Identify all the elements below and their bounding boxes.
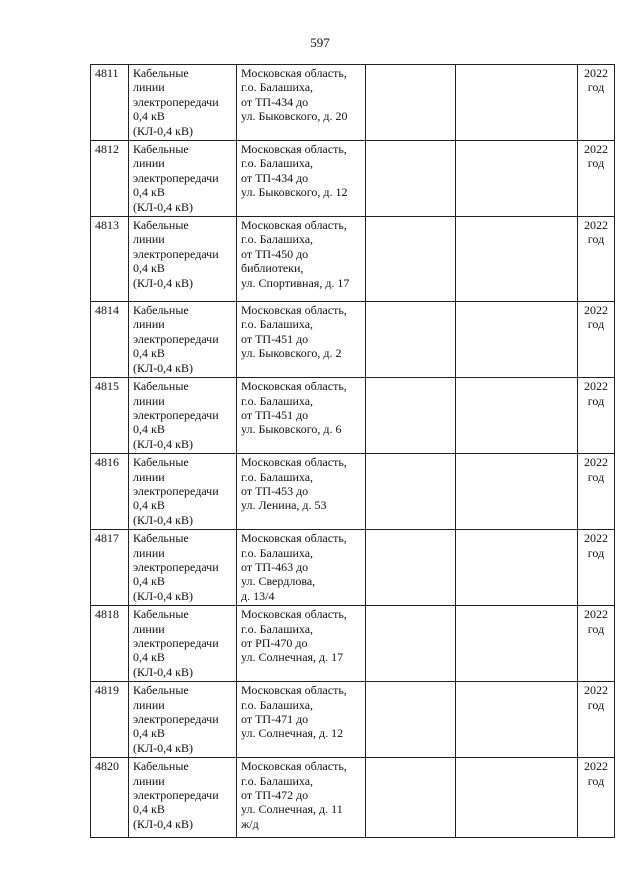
address-cell: Московская область, г.о. Балашиха, от ТП-472 до ул. Солнечная, д. 11 ж/д [237, 758, 366, 838]
object-name-cell: Кабельные линии электропередачи 0,4 кВ (КЛ-0,4 кВ) [129, 302, 237, 378]
year-cell: 2022 год [578, 141, 615, 217]
year-cell: 2022 год [578, 378, 615, 454]
empty-cell [456, 217, 578, 302]
year-cell: 2022 год [578, 65, 615, 141]
object-name-cell: Кабельные линии электропередачи 0,4 кВ (КЛ-0,4 кВ) [129, 454, 237, 530]
empty-cell [366, 606, 456, 682]
empty-cell [456, 378, 578, 454]
row-number-cell: 4817 [91, 530, 129, 606]
year-cell: 2022 год [578, 606, 615, 682]
empty-cell [366, 530, 456, 606]
table-row [91, 682, 615, 758]
table-row [91, 758, 615, 838]
table-row [91, 141, 615, 217]
empty-cell [366, 682, 456, 758]
empty-cell [456, 141, 578, 217]
page-number: 597 [310, 35, 330, 50]
empty-cell [456, 530, 578, 606]
table-row [91, 217, 615, 302]
address-cell: Московская область, г.о. Балашиха, от ТП-471 до ул. Солнечная, д. 12 [237, 682, 366, 758]
year-cell: 2022 год [578, 682, 615, 758]
empty-cell [366, 454, 456, 530]
address-cell: Московская область, г.о. Балашиха, от ТП-450 до библиотеки, ул. Спортивная, д. 17 [237, 217, 366, 302]
row-number-cell: 4815 [91, 378, 129, 454]
table-row [91, 530, 615, 606]
table-row [91, 454, 615, 530]
object-name-cell: Кабельные линии электропередачи 0,4 кВ (КЛ-0,4 кВ) [129, 378, 237, 454]
empty-cell [366, 758, 456, 838]
object-name-cell: Кабельные линии электропередачи 0,4 кВ (КЛ-0,4 кВ) [129, 758, 237, 838]
year-cell: 2022 год [578, 302, 615, 378]
row-number-cell: 4816 [91, 454, 129, 530]
empty-cell [366, 302, 456, 378]
object-name-cell: Кабельные линии электропередачи 0,4 кВ (КЛ-0,4 кВ) [129, 65, 237, 141]
empty-cell [456, 682, 578, 758]
year-cell: 2022 год [578, 454, 615, 530]
row-number-cell: 4811 [91, 65, 129, 141]
empty-cell [456, 606, 578, 682]
empty-cell [456, 454, 578, 530]
row-number-cell: 4814 [91, 302, 129, 378]
table-row [91, 65, 615, 141]
empty-cell [366, 65, 456, 141]
empty-cell [456, 758, 578, 838]
address-cell: Московская область, г.о. Балашиха, от ТП-434 до ул. Быковского, д. 12 [237, 141, 366, 217]
object-name-cell: Кабельные линии электропередачи 0,4 кВ (КЛ-0,4 кВ) [129, 530, 237, 606]
address-cell: Московская область, г.о. Балашиха, от ТП-453 до ул. Ленина, д. 53 [237, 454, 366, 530]
object-name-cell: Кабельные линии электропередачи 0,4 кВ (КЛ-0,4 кВ) [129, 606, 237, 682]
table-row [91, 606, 615, 682]
row-number-cell: 4819 [91, 682, 129, 758]
row-number-cell: 4820 [91, 758, 129, 838]
address-cell: Московская область, г.о. Балашиха, от ТП-451 до ул. Быковского, д. 6 [237, 378, 366, 454]
row-number-cell: 4818 [91, 606, 129, 682]
row-number-cell: 4813 [91, 217, 129, 302]
address-cell: Московская область, г.о. Балашиха, от ТП-451 до ул. Быковского, д. 2 [237, 302, 366, 378]
year-cell: 2022 год [578, 217, 615, 302]
empty-cell [366, 378, 456, 454]
row-number-cell: 4812 [91, 141, 129, 217]
empty-cell [366, 217, 456, 302]
empty-cell [456, 65, 578, 141]
address-cell: Московская область, г.о. Балашиха, от РП-470 до ул. Солнечная, д. 17 [237, 606, 366, 682]
object-name-cell: Кабельные линии электропередачи 0,4 кВ (КЛ-0,4 кВ) [129, 141, 237, 217]
objects-table [90, 64, 615, 838]
empty-cell [456, 302, 578, 378]
table-row [91, 378, 615, 454]
table-row [91, 302, 615, 378]
year-cell: 2022 год [578, 530, 615, 606]
address-cell: Московская область, г.о. Балашиха, от ТП-434 до ул. Быковского, д. 20 [237, 65, 366, 141]
year-cell: 2022 год [578, 758, 615, 838]
empty-cell [366, 141, 456, 217]
object-name-cell: Кабельные линии электропередачи 0,4 кВ (КЛ-0,4 кВ) [129, 682, 237, 758]
address-cell: Московская область, г.о. Балашиха, от ТП-463 до ул. Свердлова, д. 13/4 [237, 530, 366, 606]
object-name-cell: Кабельные линии электропередачи 0,4 кВ (КЛ-0,4 кВ) [129, 217, 237, 302]
